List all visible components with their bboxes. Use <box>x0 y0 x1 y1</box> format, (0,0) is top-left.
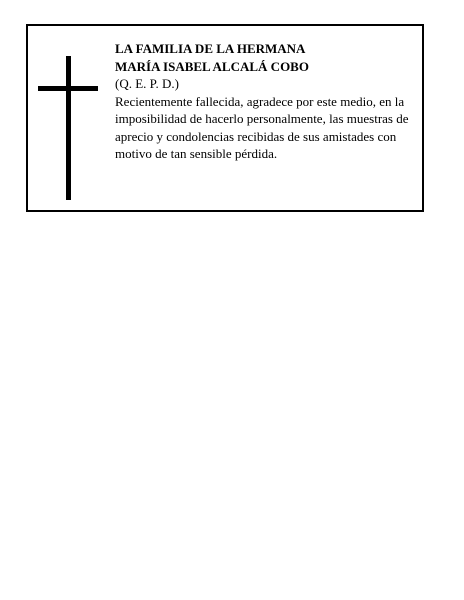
latin-cross-icon <box>38 56 98 200</box>
heading-line-1: LA FAMILIA DE LA HERMANA <box>115 41 306 56</box>
cross-vertical-bar <box>66 56 71 200</box>
notice-text <box>115 40 420 163</box>
obituary-notice <box>26 24 424 212</box>
heading-line-2: MARÍA ISABEL ALCALÁ COBO <box>115 58 309 74</box>
notice-body: Recientemente fallecida, agradece por este medio, en la imposibilidad de hacerlo personalmente, las muestras de aprecio y condolencias recibidas de sus amistades con motivo de tan sensible pérdida. <box>115 93 409 161</box>
qepd-text: (Q. E. P. D.) <box>115 76 179 91</box>
cross-horizontal-bar <box>38 86 98 91</box>
